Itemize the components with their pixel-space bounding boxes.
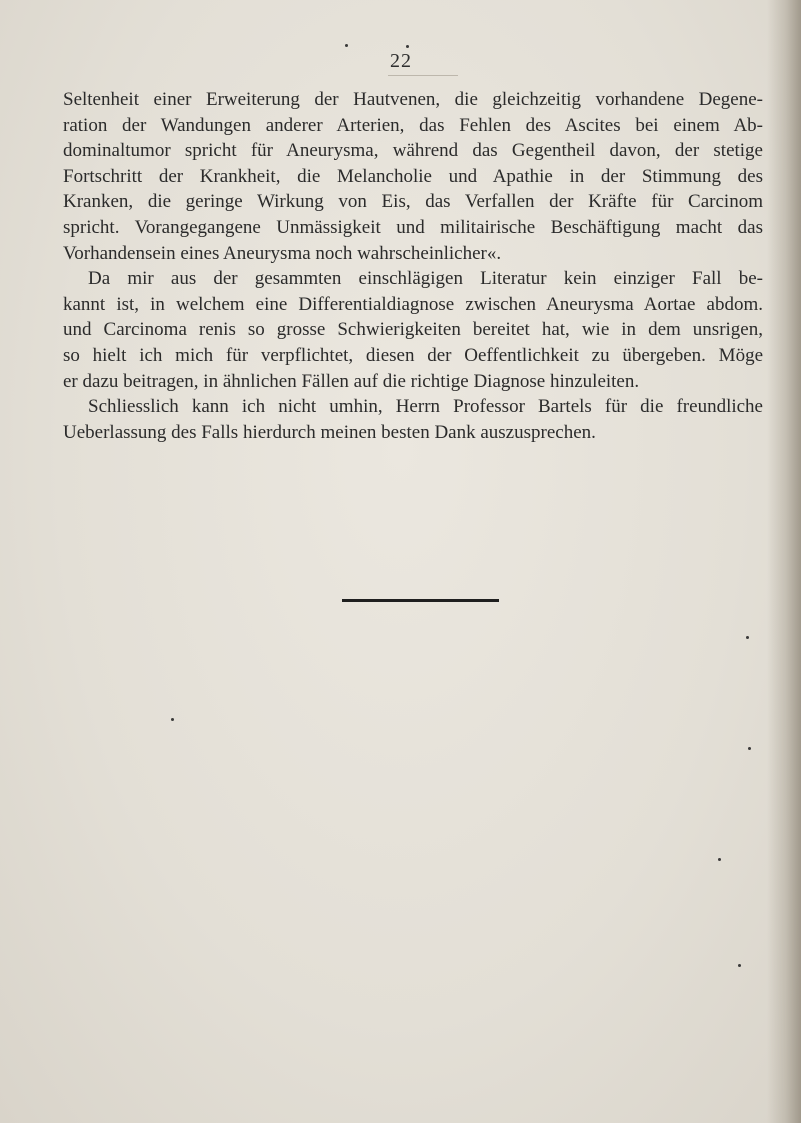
ink-speck (746, 636, 749, 639)
ink-speck (738, 964, 741, 967)
text-line: er dazu beitragen, in ähnlichen Fällen auf die richtige Diagnose hinzuleiten. (63, 370, 640, 392)
ink-speck (345, 44, 348, 47)
text-line: spricht. Vorangegangene Unmässigkeit und militairische Beschäftigung macht das (63, 216, 763, 238)
end-rule (342, 599, 499, 602)
text-line: Fortschritt der Krankheit, die Melancholie und Apathie in der Stimmung des (63, 165, 763, 187)
ink-speck (748, 747, 751, 750)
text-line: Kranken, die geringe Wirkung von Eis, das Verfallen der Kräfte für Carcinom (63, 191, 763, 213)
header-rule (388, 75, 458, 76)
text-line: dominaltumor spricht für Aneurysma, während das Gegentheil davon, der stetige (63, 140, 763, 162)
text-line: Da mir aus der gesammten einschlägigen Literatur kein einziger Fall be- (88, 268, 763, 290)
ink-speck (718, 858, 721, 861)
text-line: Schliesslich kann ich nicht umhin, Herrn Professor Bartels für die freundliche (88, 396, 763, 418)
ink-speck (406, 45, 409, 48)
text-line: so hielt ich mich für verpflichtet, diesen der Oeffentlichkeit zu übergeben. Möge (63, 344, 763, 366)
text-line: und Carcinoma renis so grosse Schwierigkeiten bereitet hat, wie in dem unsrigen, (63, 319, 763, 341)
text-line: ration der Wandungen anderer Arterien, das Fehlen des Ascites bei einem Ab- (63, 114, 763, 136)
text-line: Ueberlassung des Falls hierdurch meinen besten Dank auszusprechen. (63, 421, 596, 443)
text-line: Vorhandensein eines Aneurysma noch wahrscheinlicher«. (63, 242, 502, 264)
text-line: kannt ist, in welchem eine Differentialdiagnose zwischen Aneurysma Aortae abdom. (63, 293, 763, 315)
text-line: Seltenheit einer Erweiterung der Hautvenen, die gleichzeitig vorhandene Degene- (63, 89, 763, 110)
body-text (63, 87, 763, 445)
ink-speck (171, 718, 174, 721)
page-number: 22 (390, 50, 412, 72)
page-edge-shadow (767, 0, 801, 1123)
